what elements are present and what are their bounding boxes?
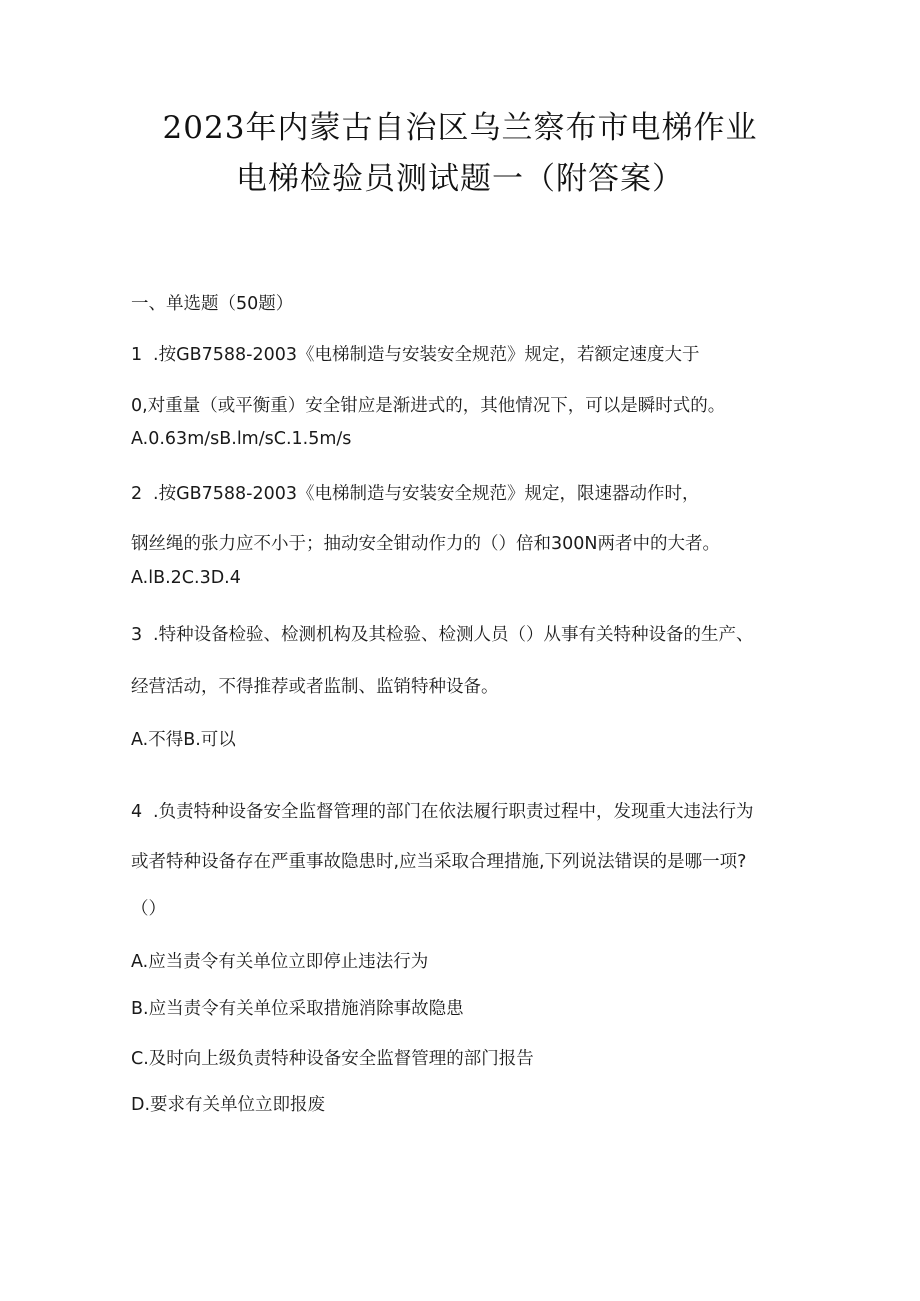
question-2-line-2: 钢丝绳的张力应不小于；抽动安全钳动作力的（）倍和300N两者中的大者。: [131, 534, 720, 554]
question-number: 4: [131, 802, 143, 822]
question-4-option-b: B.应当责令有关单位采取措施消除事故隐患: [131, 999, 464, 1019]
question-text: .按GB7588-2003《电梯制造与安装安全规范》规定，若额定速度大于: [153, 345, 700, 365]
question-4-line-3: （）: [131, 899, 166, 919]
question-3-line-2: 经营活动，不得推荐或者监制、监销特种设备。: [131, 677, 499, 697]
question-2-options: A.lB.2C.3D.4: [131, 568, 241, 588]
question-number: 1: [131, 345, 143, 365]
question-number: 3: [131, 625, 143, 645]
question-4-option-d: D.要求有关单位立即报废: [131, 1095, 326, 1115]
question-1-line-2: 0,对重量（或平衡重）安全钳应是渐进式的，其他情况下，可以是瞬时式的。: [131, 396, 726, 416]
question-4-line-1: [131, 798, 754, 823]
question-4-option-a: A.应当责令有关单位立即停止违法行为: [131, 952, 429, 972]
question-text: .特种设备检验、检测机构及其检验、检测人员（）从事有关特种设备的生产、: [153, 625, 754, 645]
question-4-option-c: C.及时向上级负责特种设备安全监督管理的部门报告: [131, 1049, 534, 1069]
question-4-line-2: 或者特种设备存在严重事故隐患时,应当采取合理措施,下列说法错误的是哪一项?: [131, 852, 747, 872]
question-1-options: A.0.63m∕sB.lm/sC.1.5m∕s: [131, 429, 352, 449]
question-3-line-1: [131, 621, 754, 646]
document-title-line-1: 2023年内蒙古自治区乌兰察布市电梯作业: [162, 110, 758, 146]
section-heading: 一、单选题（50题）: [131, 294, 294, 314]
question-number: 2: [131, 484, 143, 504]
question-text: .按GB7588-2003《电梯制造与安装安全规范》规定，限速器动作时，: [153, 484, 700, 504]
question-text: .负责特种设备安全监督管理的部门在依法履行职责过程中，发现重大违法行为: [153, 802, 754, 822]
document-title-line-2: 电梯检验员测试题一（附答案）: [236, 161, 684, 197]
question-2-line-1: [131, 480, 700, 505]
question-3-options: A.不得B.可以: [131, 730, 236, 750]
question-1-line-1: [131, 341, 700, 366]
